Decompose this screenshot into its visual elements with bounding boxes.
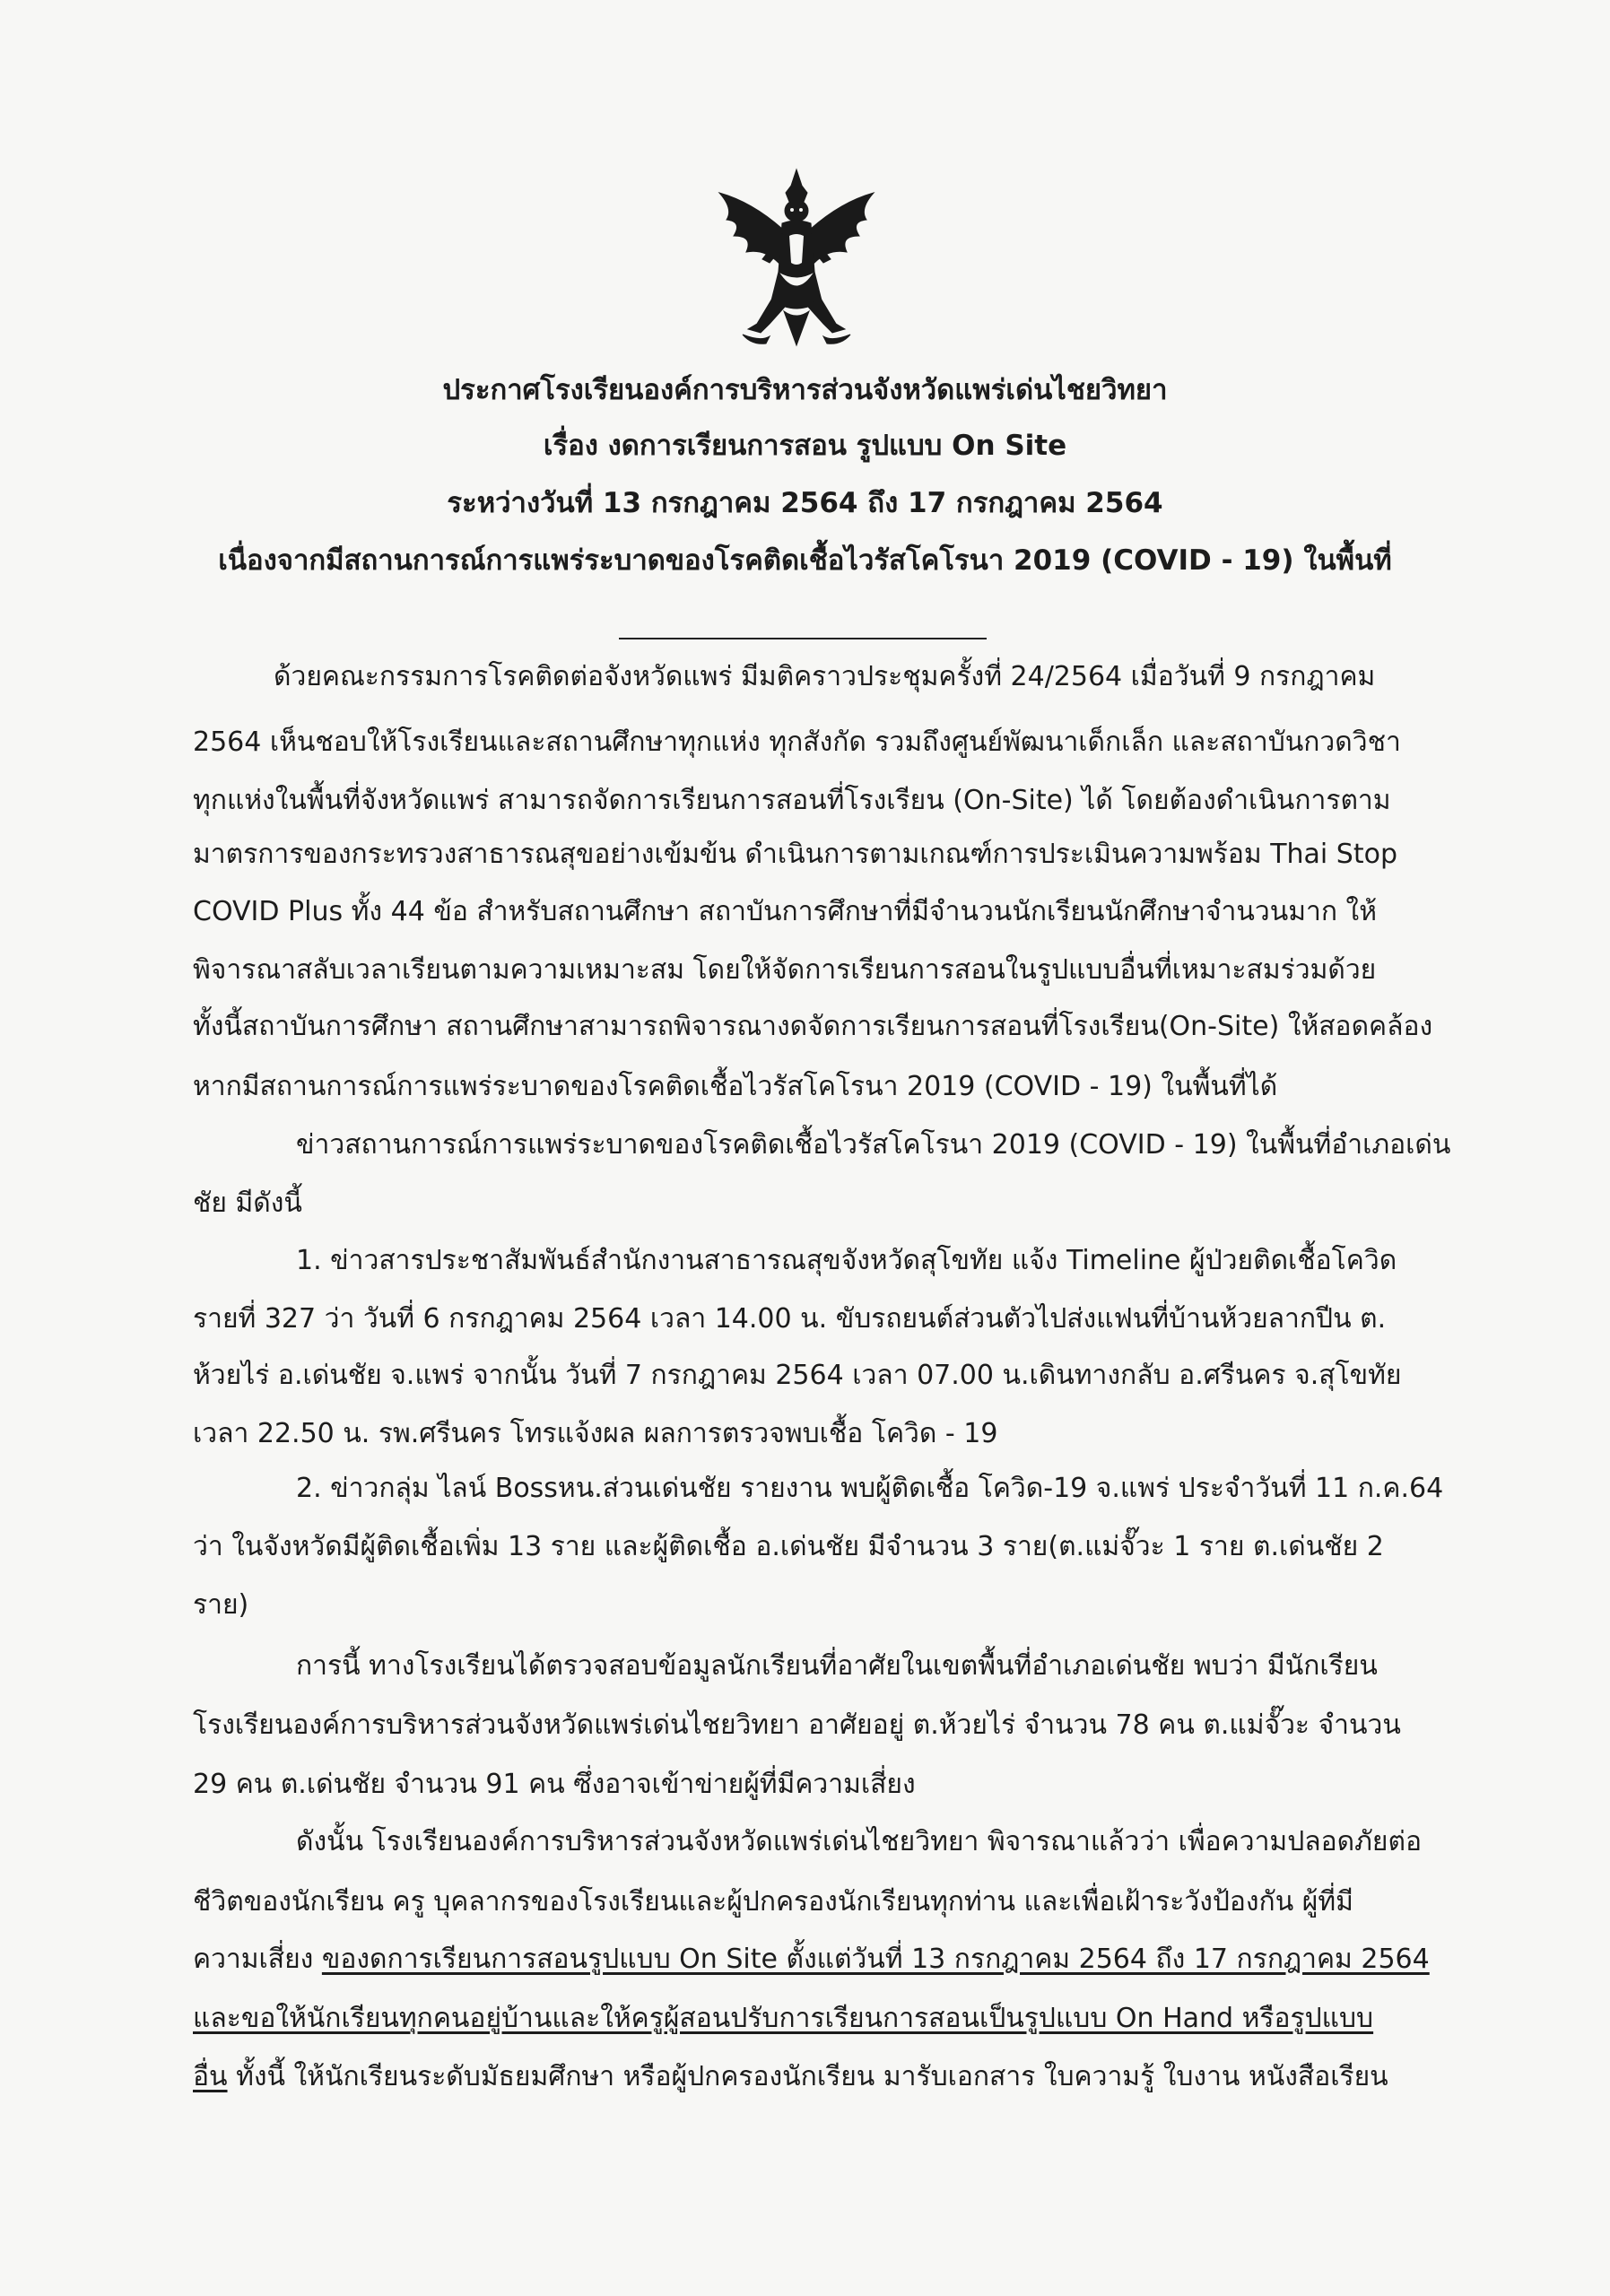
list-item-line: ห้วยไร่ อ.เด่นชัย จ.แพร่ จากนั้น วันที่ 7 กรกฎาคม 2564 เวลา 07.00 น.เดินทางกลับ อ.ศรีนคร จ.สุโขทัย (193, 1360, 1402, 1391)
paragraph-line: 29 คน ต.เด่นชัย จำนวน 91 คน ซึ่งอาจเข้าข่ายผู้ที่มีความเสี่ยง (193, 1769, 916, 1800)
paragraph-line: ชีวิตของนักเรียน ครู บุคลากรของโรงเรียนและผู้ปกครองนักเรียนทุกท่าน และเพื่อเฝ้าระวังป้องกัน ผู้ที่มี (193, 1886, 1353, 1918)
announcement-subject: เรื่อง งดการเรียนการสอน รูปแบบ On Site (543, 430, 1067, 462)
announcement-period: ระหว่างวันที่ 13 กรกฎาคม 2564 ถึง 17 กรกฎาคม 2564 (447, 487, 1163, 519)
list-item-line: ราย) (193, 1589, 249, 1621)
paragraph-line: 2564 เห็นชอบให้โรงเรียนและสถานศึกษาทุกแห่ง ทุกสังกัด รวมถึงศูนย์พัฒนาเด็กเล็ก และสถาบันกวดวิชา (193, 726, 1401, 758)
paragraph-line: โรงเรียนองค์การบริหารส่วนจังหวัดแพร่เด่นไชยวิทยา อาศัยอยู่ ต.ห้วยไร่ จำนวน 78 คน ต.แม่จั๊วะ จำนวน (193, 1709, 1401, 1741)
garuda-emblem-icon (707, 166, 886, 354)
paragraph-line (193, 2059, 1388, 2095)
paragraph-line: การนี้ ทางโรงเรียนได้ตรวจสอบข้อมูลนักเรียนที่อาศัยในเขตพื้นที่อำเภอเด่นชัย พบว่า มีนักเรียน (296, 1650, 1378, 1682)
underlined-line: และขอให้นักเรียนทุกคนอยู่บ้านและให้ครูผู้สอนปรับการเรียนการสอนเป็นรูปแบบ On Hand หรือรูปแบบ (193, 2003, 1374, 2034)
title-divider (619, 638, 987, 639)
paragraph-line: หากมีสถานการณ์การแพร่ระบาดของโรคติดเชื้อไวรัสโคโรนา 2019 (COVID - 19) ในพื้นที่ได้ (193, 1071, 1278, 1102)
paragraph-line: ทั้งนี้สถาบันการศึกษา สถานศึกษาสามารถพิจารณางดจัดการเรียนการสอนที่โรงเรียน(On-Site) ให้สอดคล้อง (193, 1011, 1433, 1042)
paragraph-line: พิจารณาสลับเวลาเรียนตามความเหมาะสม โดยให้จัดการเรียนการสอนในรูปแบบอื่นที่เหมาะสมร่วมด้วย (193, 954, 1377, 986)
paragraph-text: ทั้งนี้ ให้นักเรียนระดับมัธยมศึกษา หรือผู้ปกครองนักเรียน มารับเอกสาร ใบความรู้ ใบงาน หนังสือเรียน (227, 2061, 1388, 2092)
underlined-text: ของดการเรียนการสอนรูปแบบ On Site ตั้งแต่วันที่ 13 กรกฎาคม 2564 ถึง 17 กรกฎาคม 2564 (321, 1944, 1430, 1975)
list-item-line: 2. ข่าวกลุ่ม ไลน์ Bossหน.ส่วนเด่นชัย รายงาน พบผู้ติดเชื้อ โควิด-19 จ.แพร่ ประจำวันที่ 11 ก.ค.64 (296, 1473, 1444, 1504)
announcement-reason: เนื่องจากมีสถานการณ์การแพร่ระบาดของโรคติดเชื้อไวรัสโคโรนา 2019 (COVID - 19) ในพื้นที่ (218, 544, 1392, 577)
paragraph-line: COVID Plus ทั้ง 44 ข้อ สำหรับสถานศึกษา สถาบันการศึกษาที่มีจำนวนนักเรียนนักศึกษาจำนวนมาก ให้ (193, 896, 1377, 927)
list-item-line: เวลา 22.50 น. รพ.ศรีนคร โทรแจ้งผล ผลการตรวจพบเชื้อ โควิด - 19 (193, 1418, 998, 1449)
paragraph-line: ข่าวสถานการณ์การแพร่ระบาดของโรคติดเชื้อไวรัสโคโรนา 2019 (COVID - 19) ในพื้นที่อำเภอเด่น (296, 1129, 1451, 1161)
underlined-text: อื่น (193, 2061, 228, 2092)
list-item-line: ว่า ในจังหวัดมีผู้ติดเชื้อเพิ่ม 13 ราย และผู้ติดเชื้อ อ.เด่นชัย มีจำนวน 3 ราย(ต.แม่จั๊วะ 1 ราย ต.เด่นชัย 2 (193, 1531, 1384, 1562)
list-item-line: รายที่ 327 ว่า วันที่ 6 กรกฎาคม 2564 เวลา 14.00 น. ขับรถยนต์ส่วนตัวไปส่งแฟนที่บ้านห้วยลากปีน ต. (193, 1303, 1387, 1335)
list-item-line: 1. ข่าวสารประชาสัมพันธ์สำนักงานสาธารณสุขจังหวัดสุโขทัย แจ้ง Timeline ผู้ป่วยติดเชื้อโควิด (296, 1245, 1397, 1276)
paragraph-line: ดังนั้น โรงเรียนองค์การบริหารส่วนจังหวัดแพร่เด่นไชยวิทยา พิจารณาแล้วว่า เพื่อความปลอดภัยต่อ (296, 1826, 1422, 1857)
paragraph-line: มาตรการของกระทรวงสาธารณสุขอย่างเข้มข้น ดำเนินการตามเกณฑ์การประเมินความพร้อม Thai Stop (193, 839, 1397, 870)
paragraph-line: ทุกแห่งในพื้นที่จังหวัดแพร่ สามารถจัดการเรียนการสอนที่โรงเรียน (On-Site) ได้ โดยต้องดำเนินการตาม (193, 785, 1391, 816)
paragraph-line: ด้วยคณะกรรมการโรคติดต่อจังหวัดแพร่ มีมติคราวประชุมครั้งที่ 24/2564 เมื่อวันที่ 9 กรกฎาคม (274, 661, 1376, 692)
paragraph-text: ความเสี่ยง (193, 1944, 322, 1975)
announcement-title: ประกาศโรงเรียนองค์การบริหารส่วนจังหวัดแพร่เด่นไชยวิทยา (442, 374, 1168, 406)
paragraph-line (193, 1942, 1430, 1978)
paragraph-line: ชัย มีดังนี้ (193, 1187, 302, 1219)
